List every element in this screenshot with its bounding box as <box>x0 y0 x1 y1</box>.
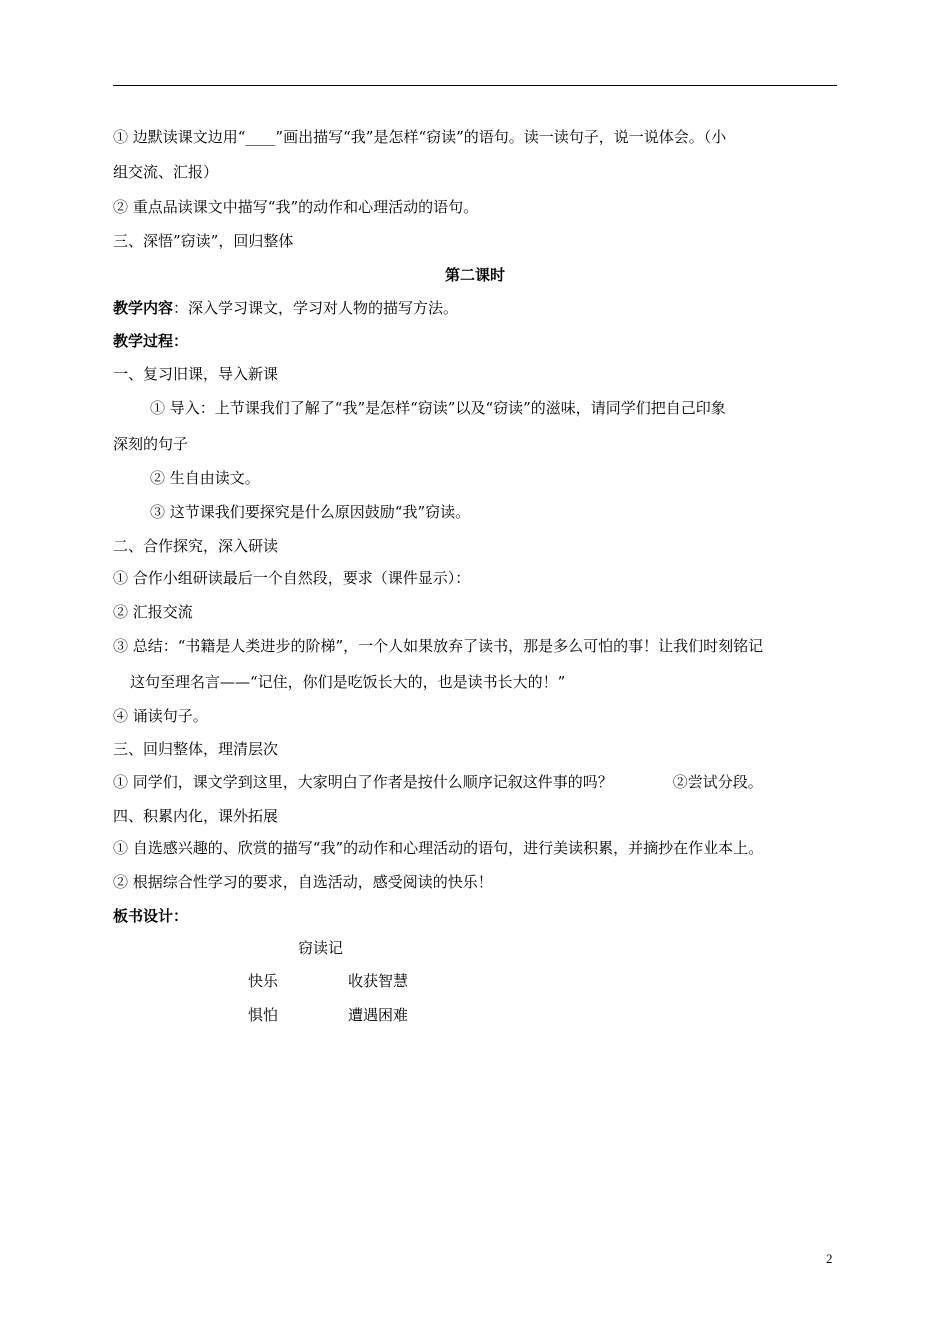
page-number: 2 <box>826 1251 833 1266</box>
text-line: ① 自选感兴趣的、欣赏的描写“我”的动作和心理活动的语句，进行美读积累，并摘抄在作业本上。 <box>113 839 764 857</box>
section-heading: 二、合作探究，深入研读 <box>113 537 279 555</box>
section-heading: 三、回归整体，理清层次 <box>113 740 279 758</box>
board-title: 窃读记 <box>298 939 344 957</box>
text-line <box>113 772 763 792</box>
text-segment: ②尝试分段。 <box>672 773 763 791</box>
board-design-label: 板书设计： <box>113 907 189 925</box>
section-heading: 三、深悟”窃读”，回归整体 <box>113 232 294 250</box>
text-line: 组交流、汇报） <box>113 163 219 181</box>
text-line: 深刻的句子 <box>113 435 189 453</box>
lesson-title: 第二课时 <box>444 266 505 284</box>
text-line: 这句至理名言——“记住，你们是吃饭长大的，也是读书长大的！” <box>130 673 566 691</box>
teaching-content-text: ：深入学习课文，学习对人物的描写方法。 <box>173 299 459 317</box>
teaching-content <box>113 298 458 318</box>
text-line: ④ 诵读句子。 <box>113 707 208 725</box>
board-row2-left: 惧怕 <box>248 1006 279 1024</box>
board-row1-right: 收获智慧 <box>348 972 409 990</box>
section-heading: 四、积累内化，课外拓展 <box>113 807 279 825</box>
header-rule <box>113 85 837 86</box>
board-row2-right: 遭遇困难 <box>348 1006 409 1024</box>
text-segment: ① 同学们，课文学到这里，大家明白了作者是按什么顺序记叙这件事的吗？ <box>113 773 613 791</box>
section-heading: 一、复习旧课，导入新课 <box>113 365 279 383</box>
text-line: ③ 总结：“书籍是人类进步的阶梯”，一个人如果放弃了读书，那是多么可怕的事！让我们时刻铭记 <box>113 637 764 655</box>
text-line: ② 汇报交流 <box>113 603 193 621</box>
text-line: ② 根据综合性学习的要求，自选活动，感受阅读的快乐！ <box>113 873 493 891</box>
text-line: ① 边默读课文边用“____”画出描写“我”是怎样“窃读”的语句。读一读句子，说一说体会。（小 <box>113 128 727 146</box>
text-line: ① 合作小组研读最后一个自然段，要求（课件显示）： <box>113 569 471 587</box>
text-line: ② 重点品读课文中描写“我”的动作和心理活动的语句。 <box>113 198 479 216</box>
board-row1-left: 快乐 <box>248 972 279 990</box>
teaching-process-label: 教学过程： <box>113 332 189 350</box>
text-line: ③ 这节课我们要探究是什么原因鼓励“我”窃读。 <box>150 503 471 521</box>
text-line: ② 生自由读文。 <box>150 469 260 487</box>
teaching-content-label: 教学内容 <box>113 299 174 317</box>
text-line: ① 导入：上节课我们了解了“我”是怎样“窃读”以及“窃读”的滋味，请同学们把自己印象 <box>150 399 726 417</box>
